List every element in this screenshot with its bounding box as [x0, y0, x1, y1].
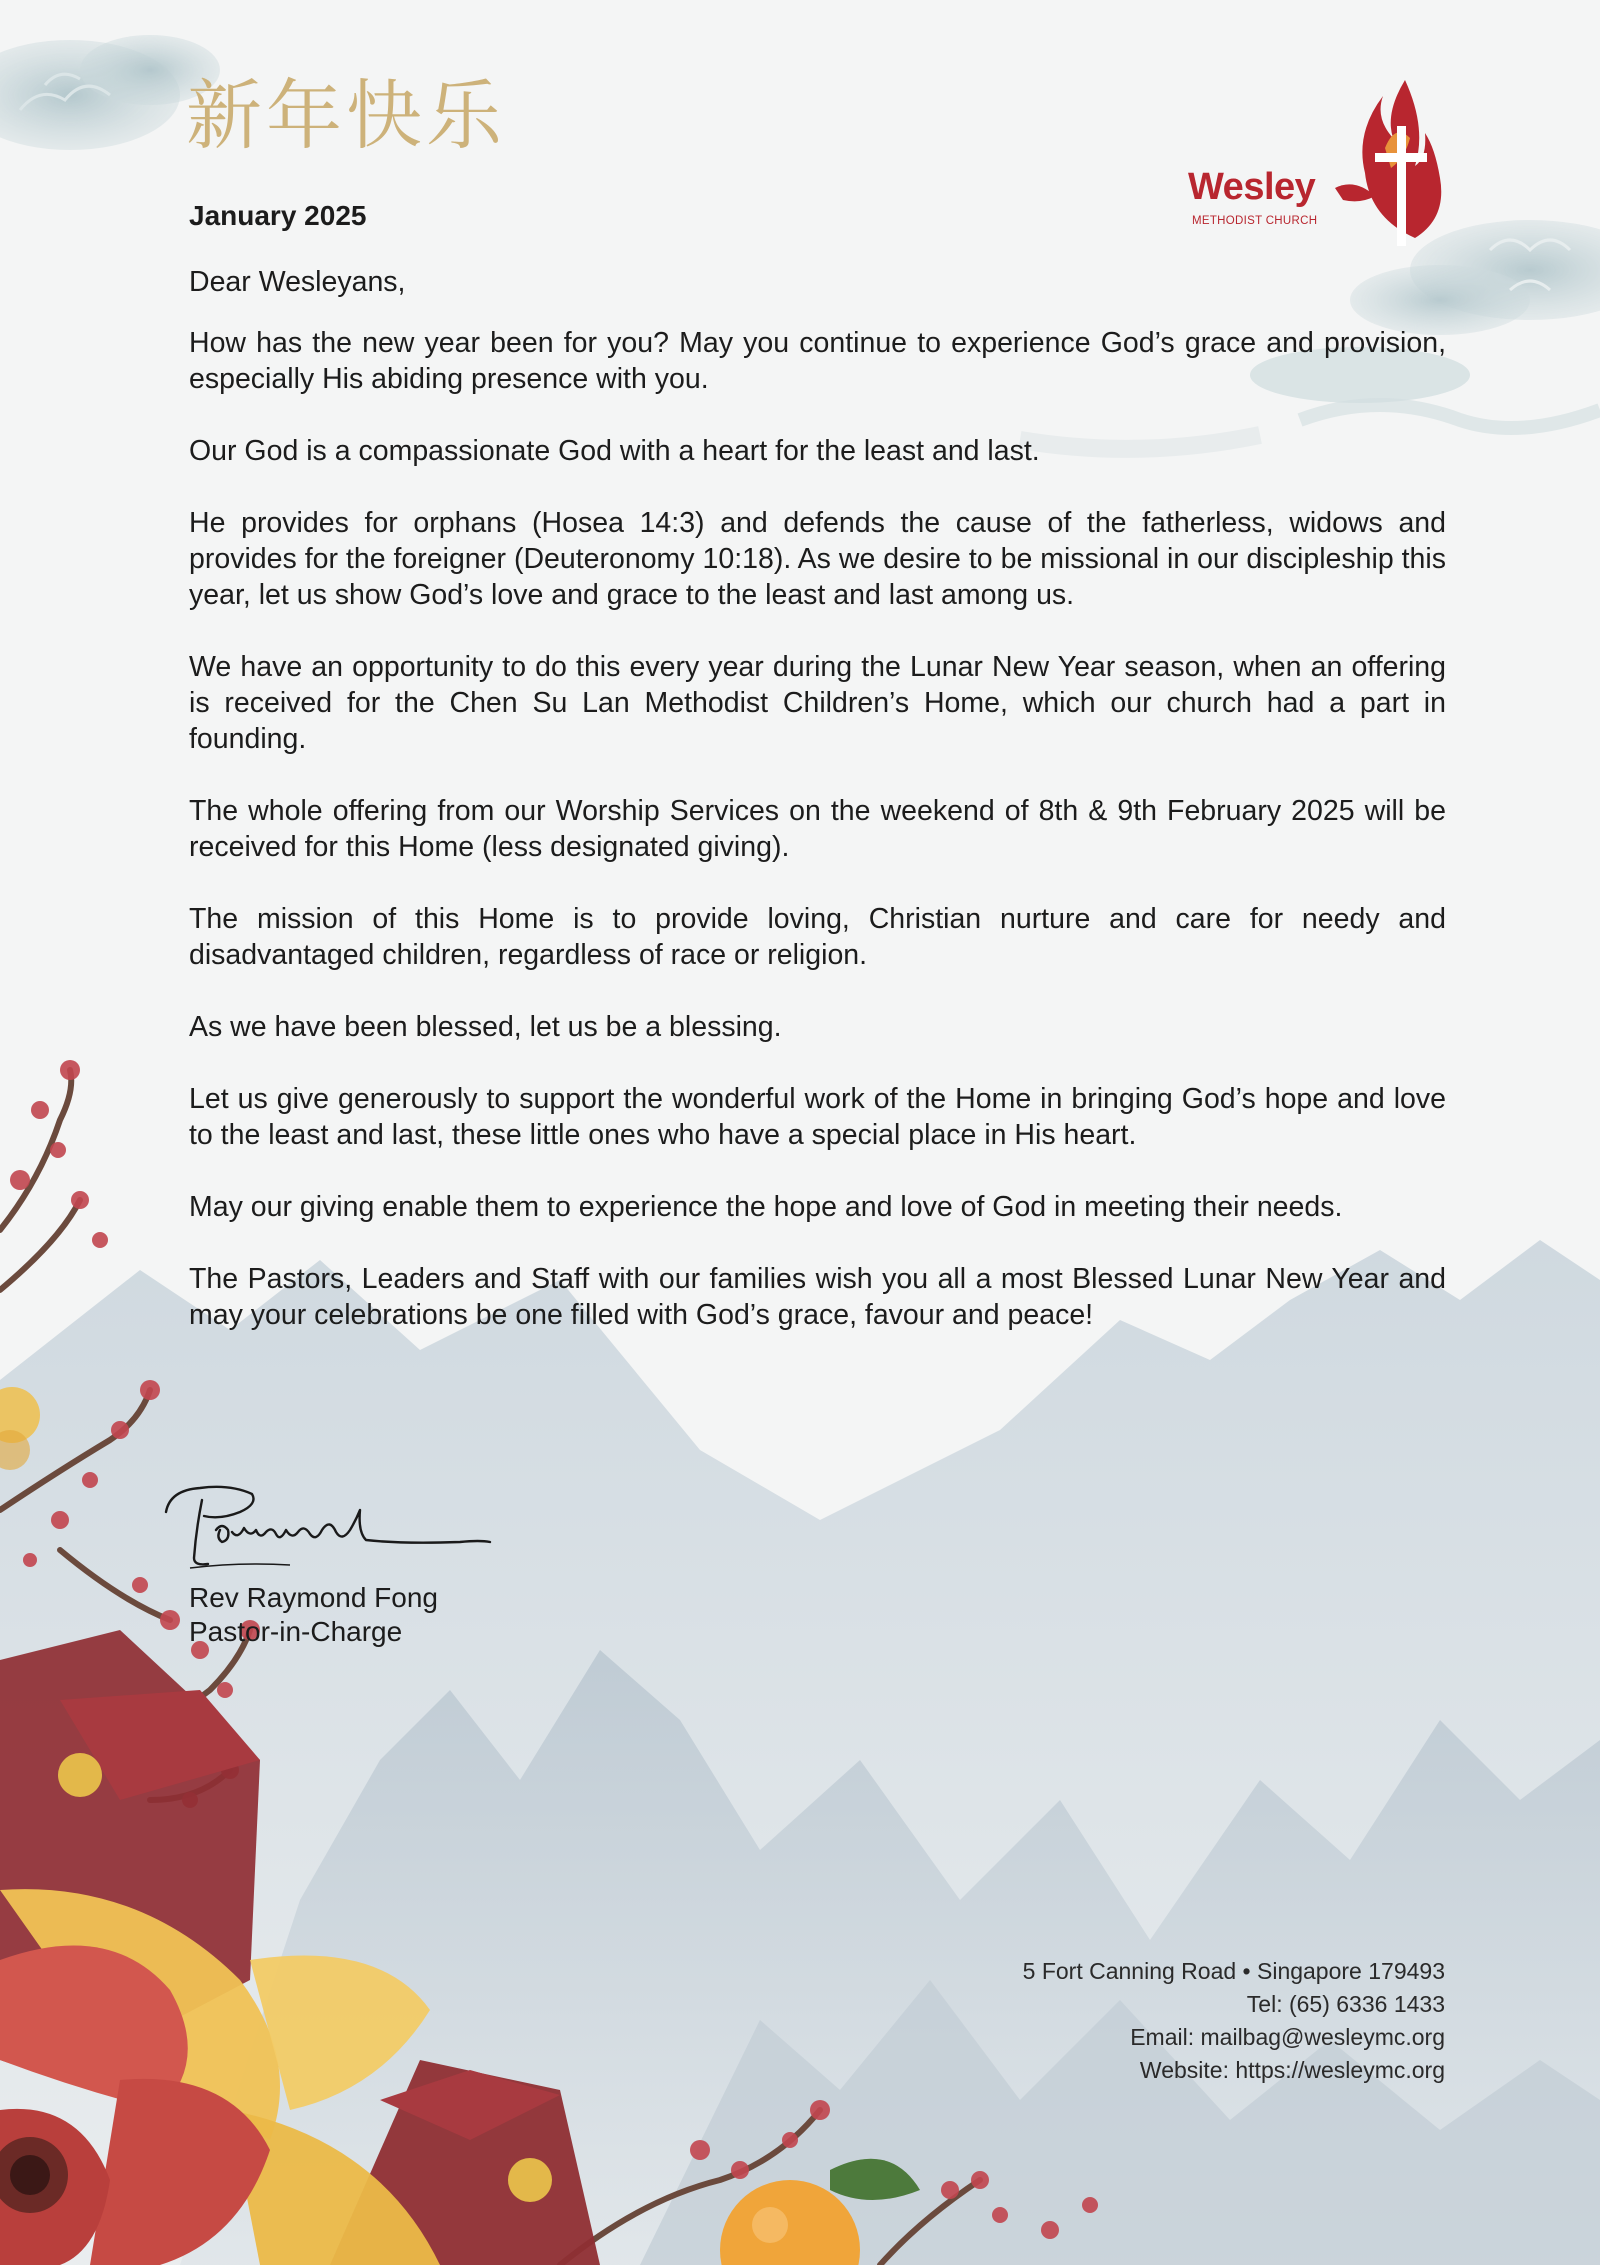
paragraph: May our giving enable them to experience the hope and love of God in meeting their needs. [189, 1191, 1343, 1223]
handwritten-signature [160, 1470, 500, 1580]
logo-wordmark: Wesley [1188, 166, 1316, 208]
paragraph: The mission of this Home is to provide loving, Christian nurture and care for needy and disadvantaged children, regardless of race or religion. [189, 903, 1446, 971]
logo-subtitle: METHODIST CHURCH [1192, 215, 1318, 227]
address: 5 Fort Canning Road • Singapore 179493 [1022, 1958, 1445, 1984]
signatory-name: Rev Raymond Fong [189, 1582, 439, 1613]
greeting: Dear Wesleyans, [189, 266, 406, 298]
letter-body [189, 264, 1446, 1369]
wesley-logo [1185, 78, 1455, 253]
paragraph: The whole offering from our Worship Services on the weekend of 8th & 9th February 2025 will be received for this Home (less designated giving). [189, 795, 1446, 863]
paragraph: He provides for orphans (Hosea 14:3) and defends the cause of the fatherless, widows and provides for the foreigner (Deuteronomy 10:18). As we desire to be missional in our discipleship this year, let us show God’s love and grace to the least and last among us. [189, 507, 1446, 611]
paragraph: As we have been blessed, let us be a blessing. [189, 1011, 782, 1043]
paragraph: How has the new year been for you? May you continue to experience God’s grace and provision, especially His abiding presence with you. [189, 327, 1446, 395]
signatory-title: Pastor-in-Charge [189, 1616, 403, 1647]
letter-date: January 2025 [189, 200, 367, 231]
lunar-new-year-heading: 新年快乐 [186, 71, 506, 160]
contact-footer [1023, 1955, 1445, 2087]
signature-block [160, 1470, 520, 1670]
paragraph: We have an opportunity to do this every year during the Lunar New Year season, when an offering is received for the Chen Su Lan Methodist Children’s Home, which our church had a part in founding. [189, 651, 1446, 755]
website[interactable]: Website: https://wesleymc.org [1139, 2057, 1445, 2083]
flame-cross-icon [1335, 78, 1445, 253]
telephone: Tel: (65) 6336 1433 [1246, 1991, 1445, 2017]
email[interactable]: Email: mailbag@wesleymc.org [1130, 2024, 1445, 2050]
paragraph: The Pastors, Leaders and Staff with our families wish you all a most Blessed Lunar New Year and may your celebrations be one filled with God’s grace, favour and peace! [189, 1263, 1446, 1331]
paragraph: Our God is a compassionate God with a heart for the least and last. [189, 435, 1040, 467]
paragraph: Let us give generously to support the wonderful work of the Home in bringing God’s hope and love to the least and last, these little ones who have a special place in His heart. [189, 1083, 1446, 1151]
